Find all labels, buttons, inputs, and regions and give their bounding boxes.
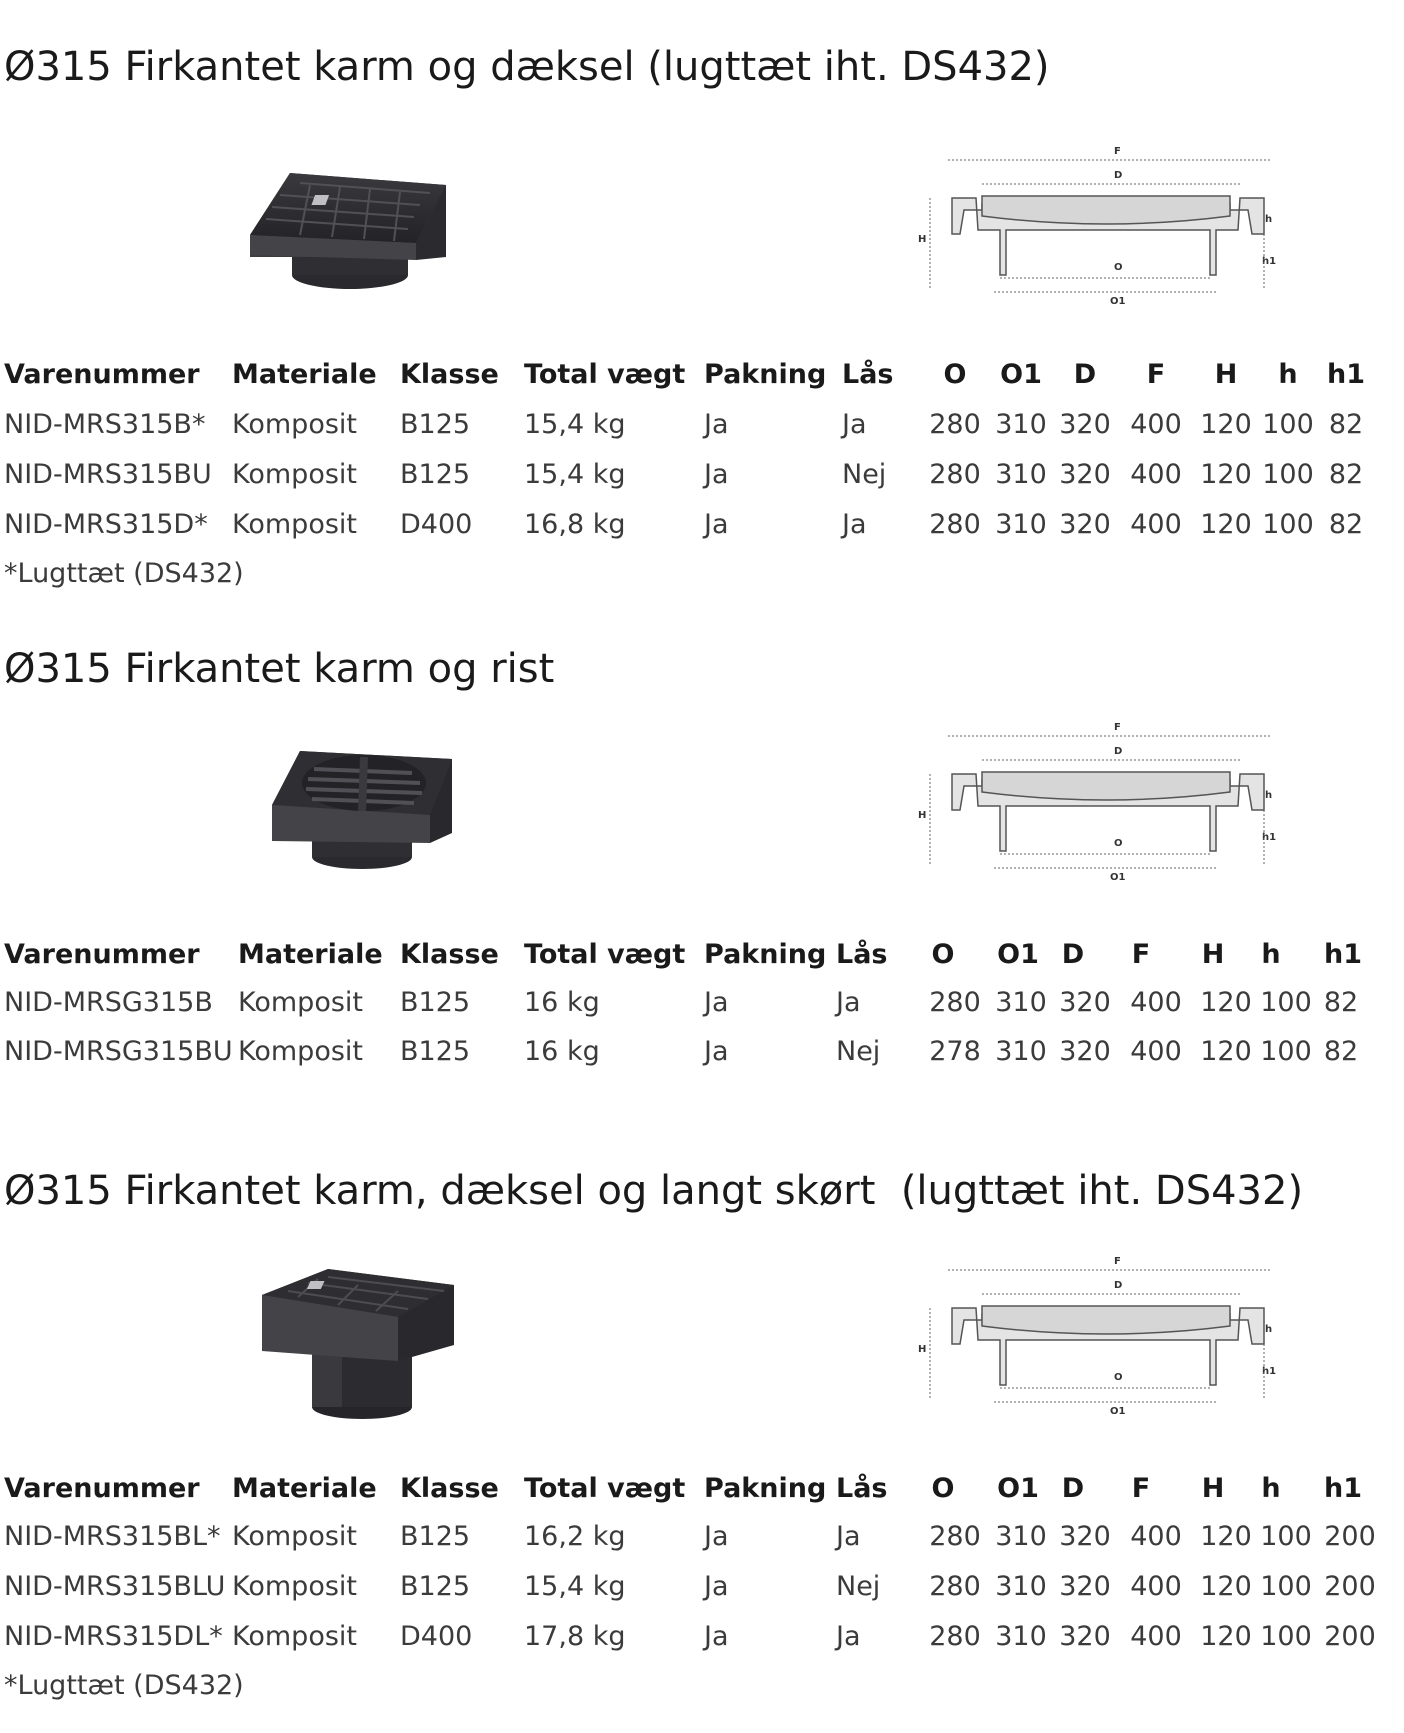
dim-label-h1: h1	[1262, 256, 1277, 267]
cell-F: 400	[1130, 1571, 1182, 1602]
table-row	[0, 1567, 1404, 1607]
dim-label-D: D	[1114, 1280, 1123, 1291]
dim-label-h: h	[1265, 214, 1273, 225]
cell-total-vaegt: 15,4 kg	[524, 459, 626, 490]
cell-varenummer: NID-MRS315DL*	[4, 1621, 223, 1652]
dim-label-D: D	[1114, 170, 1123, 181]
cell-laas: Ja	[836, 1521, 861, 1552]
cell-total-vaegt: 16,8 kg	[524, 509, 626, 540]
cell-h: 100	[1260, 987, 1312, 1018]
table-row	[0, 983, 1404, 1023]
dim-label-O: O	[1114, 262, 1123, 273]
col-varenummer: Varenummer	[4, 939, 200, 970]
col-klasse: Klasse	[400, 359, 499, 390]
cell-O: 280	[929, 1521, 981, 1552]
cell-h: 100	[1260, 1521, 1312, 1552]
cell-laas: Ja	[836, 1621, 861, 1652]
cell-O1: 310	[995, 987, 1047, 1018]
section-title: Ø315 Firkantet karm og dæksel (lugttæt iht. DS432)	[4, 44, 1050, 90]
col-klasse: Klasse	[400, 1473, 499, 1504]
cell-D: 320	[1059, 1621, 1111, 1652]
cell-O: 280	[929, 509, 981, 540]
col-h1: h1	[1326, 359, 1365, 390]
table-row	[0, 405, 1404, 445]
cell-h: 100	[1262, 409, 1314, 440]
col-varenummer: Varenummer	[4, 359, 200, 390]
cell-total-vaegt: 16 kg	[524, 987, 600, 1018]
col-total-vaegt: Total vægt	[524, 359, 686, 390]
dim-label-O1: O1	[1110, 872, 1126, 883]
cell-O1: 310	[995, 1621, 1047, 1652]
dim-label-O1: O1	[1110, 296, 1126, 307]
cell-klasse: B125	[400, 459, 471, 490]
cell-laas: Nej	[842, 459, 887, 490]
dim-label-O: O	[1114, 1372, 1123, 1383]
col-O1: O1	[997, 1473, 1039, 1504]
cell-klasse: B125	[400, 1036, 471, 1067]
cell-pakning: Ja	[704, 987, 729, 1018]
cell-pakning: Ja	[704, 509, 729, 540]
cell-materiale: Komposit	[238, 1036, 363, 1067]
col-materiale: Materiale	[232, 359, 377, 390]
cell-varenummer: NID-MRS315BU	[4, 459, 212, 490]
col-h: h	[1261, 939, 1281, 970]
cell-varenummer: NID-MRSG315BU	[4, 1036, 233, 1067]
cell-H: 120	[1200, 509, 1252, 540]
cell-varenummer: NID-MRS315BL*	[4, 1521, 221, 1552]
dim-label-H: H	[918, 234, 927, 245]
cell-klasse: B125	[400, 409, 471, 440]
cell-H: 120	[1200, 459, 1252, 490]
cell-h1: 82	[1323, 1036, 1359, 1067]
cell-laas: Nej	[836, 1571, 881, 1602]
table-header	[0, 935, 1404, 975]
cell-h1: 82	[1328, 509, 1364, 540]
cell-klasse: B125	[400, 1571, 471, 1602]
cell-klasse: D400	[400, 1621, 473, 1652]
col-H: H	[1201, 1473, 1225, 1504]
cell-varenummer: NID-MRS315B*	[4, 409, 206, 440]
dim-label-F: F	[1114, 146, 1121, 157]
section-title: Ø315 Firkantet karm, dæksel og langt skørt (lugttæt iht. DS432)	[4, 1168, 1304, 1214]
cell-F: 400	[1130, 1621, 1182, 1652]
cell-D: 320	[1059, 509, 1111, 540]
cell-F: 400	[1130, 1521, 1182, 1552]
cell-laas: Ja	[842, 409, 867, 440]
cell-pakning: Ja	[704, 459, 729, 490]
square-frame-grate-icon	[262, 745, 462, 875]
col-F: F	[1131, 939, 1151, 970]
cell-h: 100	[1260, 1571, 1312, 1602]
cell-materiale: Komposit	[232, 459, 357, 490]
dim-label-h1: h1	[1262, 1366, 1277, 1377]
cell-total-vaegt: 16 kg	[524, 1036, 600, 1067]
cell-h: 100	[1260, 1036, 1312, 1067]
cell-O1: 310	[995, 509, 1047, 540]
cell-h1: 82	[1323, 987, 1359, 1018]
cell-varenummer: NID-MRSG315B	[4, 987, 213, 1018]
cell-O: 280	[929, 1621, 981, 1652]
col-pakning: Pakning	[704, 1473, 827, 1504]
cell-pakning: Ja	[704, 1571, 729, 1602]
cell-O1: 310	[995, 1571, 1047, 1602]
col-O: O	[943, 359, 967, 390]
cell-O1: 310	[995, 1521, 1047, 1552]
square-frame-cover-icon	[240, 165, 460, 300]
cell-F: 400	[1130, 987, 1182, 1018]
cell-H: 120	[1200, 1571, 1252, 1602]
col-varenummer: Varenummer	[4, 1473, 200, 1504]
cell-klasse: B125	[400, 987, 471, 1018]
col-laas: Lås	[836, 1473, 888, 1504]
col-h1: h1	[1323, 1473, 1362, 1504]
col-O: O	[931, 1473, 955, 1504]
table-row	[0, 1032, 1404, 1072]
cell-total-vaegt: 17,8 kg	[524, 1621, 626, 1652]
col-h: h	[1261, 1473, 1281, 1504]
cell-D: 320	[1059, 1571, 1111, 1602]
col-total-vaegt: Total vægt	[524, 939, 686, 970]
table-row	[0, 455, 1404, 495]
cell-laas: Ja	[836, 987, 861, 1018]
cell-F: 400	[1130, 1036, 1182, 1067]
cell-O1: 310	[995, 459, 1047, 490]
cell-h1: 82	[1328, 409, 1364, 440]
cell-materiale: Komposit	[232, 409, 357, 440]
cell-pakning: Ja	[704, 1521, 729, 1552]
cell-H: 120	[1200, 1621, 1252, 1652]
col-H: H	[1214, 359, 1238, 390]
dim-label-H: H	[918, 810, 927, 821]
col-total-vaegt: Total vægt	[524, 1473, 686, 1504]
col-pakning: Pakning	[704, 359, 827, 390]
col-O1: O1	[1000, 359, 1042, 390]
cell-D: 320	[1059, 1036, 1111, 1067]
cell-D: 320	[1059, 459, 1111, 490]
cell-h: 100	[1262, 459, 1314, 490]
cell-materiale: Komposit	[238, 987, 363, 1018]
dim-label-O: O	[1114, 838, 1123, 849]
cell-O1: 310	[995, 1036, 1047, 1067]
dim-label-O1: O1	[1110, 1406, 1126, 1417]
cell-laas: Nej	[836, 1036, 881, 1067]
cell-F: 400	[1130, 459, 1182, 490]
cell-klasse: B125	[400, 1521, 471, 1552]
cell-varenummer: NID-MRS315BLU	[4, 1571, 226, 1602]
footnote: *Lugttæt (DS432)	[4, 1670, 244, 1701]
section-title: Ø315 Firkantet karm og rist	[4, 646, 555, 692]
dim-label-F: F	[1114, 722, 1121, 733]
cross-section-diagram	[900, 140, 1280, 310]
table-row	[0, 505, 1404, 545]
cell-O: 278	[929, 1036, 981, 1067]
col-materiale: Materiale	[232, 1473, 377, 1504]
dim-label-h: h	[1265, 790, 1273, 801]
dim-label-h1: h1	[1262, 832, 1277, 843]
cell-H: 120	[1200, 409, 1252, 440]
col-laas: Lås	[836, 939, 888, 970]
cell-O: 280	[929, 459, 981, 490]
col-materiale: Materiale	[238, 939, 383, 970]
dim-label-F: F	[1114, 1256, 1121, 1267]
cell-laas: Ja	[842, 509, 867, 540]
cell-D: 320	[1059, 987, 1111, 1018]
col-laas: Lås	[842, 359, 894, 390]
cell-materiale: Komposit	[232, 1571, 357, 1602]
col-H: H	[1201, 939, 1225, 970]
cell-h1: 200	[1324, 1571, 1376, 1602]
col-D: D	[1061, 939, 1085, 970]
cell-pakning: Ja	[704, 1621, 729, 1652]
cell-total-vaegt: 16,2 kg	[524, 1521, 626, 1552]
col-pakning: Pakning	[704, 939, 827, 970]
col-O: O	[931, 939, 955, 970]
cell-O1: 310	[995, 409, 1047, 440]
table-row	[0, 1517, 1404, 1557]
table-header	[0, 1469, 1404, 1509]
cell-varenummer: NID-MRS315D*	[4, 509, 208, 540]
cell-klasse: D400	[400, 509, 473, 540]
cell-pakning: Ja	[704, 409, 729, 440]
cell-h1: 200	[1324, 1621, 1376, 1652]
dim-label-H: H	[918, 1344, 927, 1355]
cell-H: 120	[1200, 1036, 1252, 1067]
cell-h1: 82	[1328, 459, 1364, 490]
dim-label-h: h	[1265, 1324, 1273, 1335]
col-D: D	[1073, 359, 1097, 390]
square-frame-cover-long-skirt-icon	[258, 1265, 458, 1425]
table-row	[0, 1617, 1404, 1657]
cell-materiale: Komposit	[232, 1521, 357, 1552]
cell-pakning: Ja	[704, 1036, 729, 1067]
cell-total-vaegt: 15,4 kg	[524, 1571, 626, 1602]
col-D: D	[1061, 1473, 1085, 1504]
table-header	[0, 355, 1404, 395]
col-klasse: Klasse	[400, 939, 499, 970]
cell-total-vaegt: 15,4 kg	[524, 409, 626, 440]
cross-section-diagram	[900, 716, 1280, 886]
cell-F: 400	[1130, 409, 1182, 440]
cell-O: 280	[929, 987, 981, 1018]
cell-h1: 200	[1324, 1521, 1376, 1552]
cell-H: 120	[1200, 987, 1252, 1018]
col-F: F	[1131, 1473, 1151, 1504]
cell-h: 100	[1260, 1621, 1312, 1652]
cell-F: 400	[1130, 509, 1182, 540]
cell-O: 280	[929, 409, 981, 440]
footnote: *Lugttæt (DS432)	[4, 558, 244, 589]
cell-D: 320	[1059, 409, 1111, 440]
cell-D: 320	[1059, 1521, 1111, 1552]
col-F: F	[1146, 359, 1166, 390]
cell-O: 280	[929, 1571, 981, 1602]
cell-H: 120	[1200, 1521, 1252, 1552]
cell-materiale: Komposit	[232, 1621, 357, 1652]
col-O1: O1	[997, 939, 1039, 970]
col-h1: h1	[1323, 939, 1362, 970]
cross-section-diagram	[900, 1250, 1280, 1420]
cell-h: 100	[1262, 509, 1314, 540]
col-h: h	[1278, 359, 1298, 390]
dim-label-D: D	[1114, 746, 1123, 757]
cell-materiale: Komposit	[232, 509, 357, 540]
